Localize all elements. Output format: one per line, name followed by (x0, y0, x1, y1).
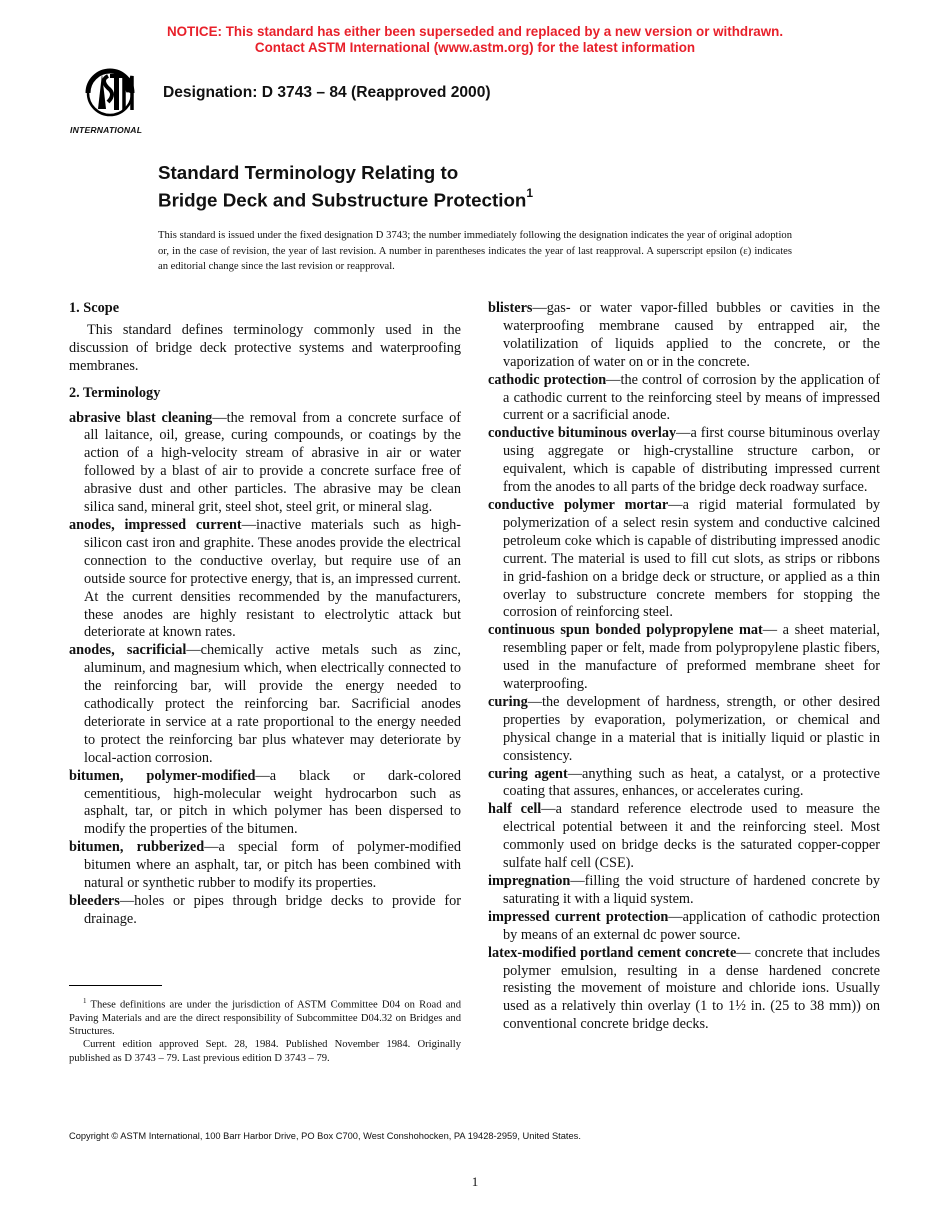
scope-text: This standard defines terminology commonly used in the discussion of bridge deck protective systems and waterproofing membranes. (69, 321, 461, 374)
logo-wordmark: INTERNATIONAL (70, 125, 143, 135)
designation: Designation: D 3743 – 84 (Reapproved 2000) (163, 84, 491, 101)
page-number: 1 (471, 1174, 479, 1189)
term-entry (69, 893, 461, 929)
term-name: bitumen, polymer-modified (69, 767, 256, 784)
term-definition: — concrete that includes polymer emulsion, resulting in a dense hardened concrete resisting the movement of moisture and chloride ions. Usually used as a relatively thin overlay (1 to 1½ in. (25 to 38 mm)) on conventional concrete bridge decks. (503, 944, 881, 1033)
term-definition: —anything such as heat, a catalyst, or a protective coating that assures, enhances, or accelerates curing. (503, 765, 880, 800)
notice-line-2: Contact ASTM International (www.astm.org) for the latest information (254, 40, 696, 55)
terms-list-left (69, 410, 461, 929)
term-definition: —a black or dark-colored cementitious, high-molecular weight hydrocarbon such as asphalt, tar, or pitch in which polymer has been dispersed to modify the properties of the bitumen. (84, 767, 461, 838)
term-name: cathodic protection (488, 371, 607, 388)
term-name: impregnation (488, 873, 571, 889)
term-entry (488, 497, 880, 622)
term-entry (69, 768, 461, 840)
terminology-heading: 2. Terminology (69, 384, 161, 401)
term-entry (488, 694, 880, 766)
astm-logo-icon (68, 62, 152, 138)
title-footnote-mark: 1 (526, 186, 534, 200)
term-name: bitumen, rubberized (69, 839, 205, 856)
term-name: blisters (488, 300, 533, 316)
term-definition: —application of cathodic protection by means of an external dc power source. (503, 908, 880, 943)
term-definition: —a standard reference electrode used to measure the electrical potential between it and the reinforcing steel. Most commonly used on bridge decks is the saturated copper-copper sulfate half cell (CSE). (503, 801, 880, 872)
footnote-1-text: These definitions are under the jurisdiction of ASTM Committee D04 on Road and Paving Materials and are the direct responsibility of Subcommittee D04.32 on Bridges and Structures. (69, 999, 461, 1038)
term-definition: —the development of hardness, strength, or other desired properties by evaporation, polymerization, or chemical and physical change in a material that is initially liquid or plastic in consistency. (503, 693, 880, 764)
term-entry (69, 839, 461, 893)
copyright: Copyright © ASTM International, 100 Barr Harbor Drive, PO Box C700, West Conshohocken, PA 19428-2959, United States. (69, 1131, 581, 1141)
term-name: abrasive blast cleaning (69, 409, 213, 426)
term-entry (488, 622, 880, 694)
term-name: anodes, impressed current (69, 516, 242, 533)
term-name: curing (488, 693, 528, 710)
terms-list-right (488, 300, 880, 1034)
footnote-1 (69, 995, 461, 1038)
title-line-2 (158, 184, 533, 211)
footnotes (69, 995, 461, 1065)
term-entry (69, 517, 461, 642)
term-definition: — a sheet material, resembling paper or felt, made from polypropylene plastic fibers, used in the manufacture of preformed membrane sheet for waterproofing. (503, 622, 880, 693)
term-entry (69, 642, 461, 767)
term-entry (488, 873, 880, 909)
term-name: conductive polymer mortar (488, 496, 669, 513)
term-name: half cell (488, 801, 542, 818)
term-definition: —the removal from a concrete surface of all laitance, oil, grease, curing compounds, or coatings by the action of a high-velocity stream of abrasive in air or water followed by a blast of air to provide a concrete surface free of abrasive dust and other particles. The abrasive may be clean silica sand, mineral grit, steel shot, steel grit, or mineral slag. (84, 409, 461, 516)
term-definition: —a rigid material formulated by polymerization of a select resin system and conductive calcined petroleum coke which is capable of distributing impressed anodic current. The material is used to fill cut slots, as strips or ribbons in grid-fashion on a bridge deck or structure, or applied as a thin overlay to substructure concrete members for stopping the corrosion of reinforcing steel. (503, 496, 880, 621)
term-entry (488, 945, 880, 1035)
left-column (69, 300, 461, 929)
term-entry (488, 909, 880, 945)
scope-heading: 1. Scope (69, 300, 120, 316)
footnote-2: Current edition approved Sept. 28, 1984. Published November 1984. Originally published as D 3743 – 79. Last previous edition D 3743 – 79. (69, 1039, 461, 1064)
term-entry (488, 801, 880, 873)
term-definition: —chemically active metals such as zinc, aluminum, and magnesium which, when electrically connected to the reinforcing bar, will provide the energy needed to cathodically protect the reinforcing bar. Sacrificial anodes deteriorate in service at a rate proportional to the energy needed to protect the reinforcing bar plus whatever may deteriorate by local-action corrosion. (84, 642, 461, 766)
term-entry (488, 300, 880, 372)
term-name: continuous spun bonded polypropylene mat (488, 622, 763, 639)
term-name: conductive bituminous overlay (488, 425, 677, 442)
term-definition: —the control of corrosion by the application of a cathodic current to the reinforcing steel by means of impressed current or a sacrificial anode. (503, 371, 880, 424)
term-name: anodes, sacrificial (69, 642, 187, 659)
term-definition: —a first course bituminous overlay using aggregate or high-crystalline structure carbon, or equivalent, which is capable of distributing impressed current from the anodes to all parts of the bridge deck roadway surface. (503, 425, 880, 496)
term-definition: —gas- or water vapor-filled bubbles or cavities in the waterproofing membrane caused by entrapped air, the volatilization of liquids applied to the concrete, or the vaporization of water on or in the concrete. (503, 300, 880, 370)
preamble: This standard is issued under the fixed designation D 3743; the number immediately following the designation indicates the year of original adoption or, in the case of revision, the year of last revision. A number in parentheses indicates the year of last reapproval. A superscript epsilon (ε) indicates an editorial change since the last revision or reapproval. (158, 230, 792, 272)
term-entry (488, 372, 880, 426)
supersede-notice (0, 24, 950, 56)
term-definition: —filling the void structure of hardened concrete by saturating it with a liquid system. (503, 873, 880, 907)
term-definition: —a special form of polymer-modified bitumen where an asphalt, tar, or pitch has been combined with natural or synthetic rubber to modify its properties. (84, 839, 461, 892)
title-line-2-text: Bridge Deck and Substructure Protection (158, 189, 527, 211)
footnote-mark: 1 (83, 997, 87, 1005)
term-name: bleeders (69, 893, 120, 909)
page-title (158, 162, 533, 211)
term-definition: —inactive materials such as high-silicon cast iron and graphite. These anodes provide the electrical connection to the conductive overlay, but require use of an outside source for protective energy, that is, an impressed current. At the current densities recommended by the manufacturers, these anodes are highly resistant to electrolytic attack but deteriorate at known rates. (84, 516, 462, 641)
term-entry (69, 410, 461, 517)
term-definition: —holes or pipes through bridge decks to provide for drainage. (84, 893, 461, 927)
right-column (488, 300, 880, 1034)
term-name: impressed current protection (488, 908, 669, 925)
term-entry (488, 425, 880, 497)
term-name: latex-modified portland cement concrete (488, 944, 737, 961)
title-line-1: Standard Terminology Relating to (158, 162, 459, 183)
term-entry (488, 766, 880, 802)
term-name: curing agent (488, 765, 568, 782)
notice-line-1: NOTICE: This standard has either been superseded and replaced by a new version or withdrawn. (166, 24, 784, 39)
footnote-rule (69, 985, 162, 986)
